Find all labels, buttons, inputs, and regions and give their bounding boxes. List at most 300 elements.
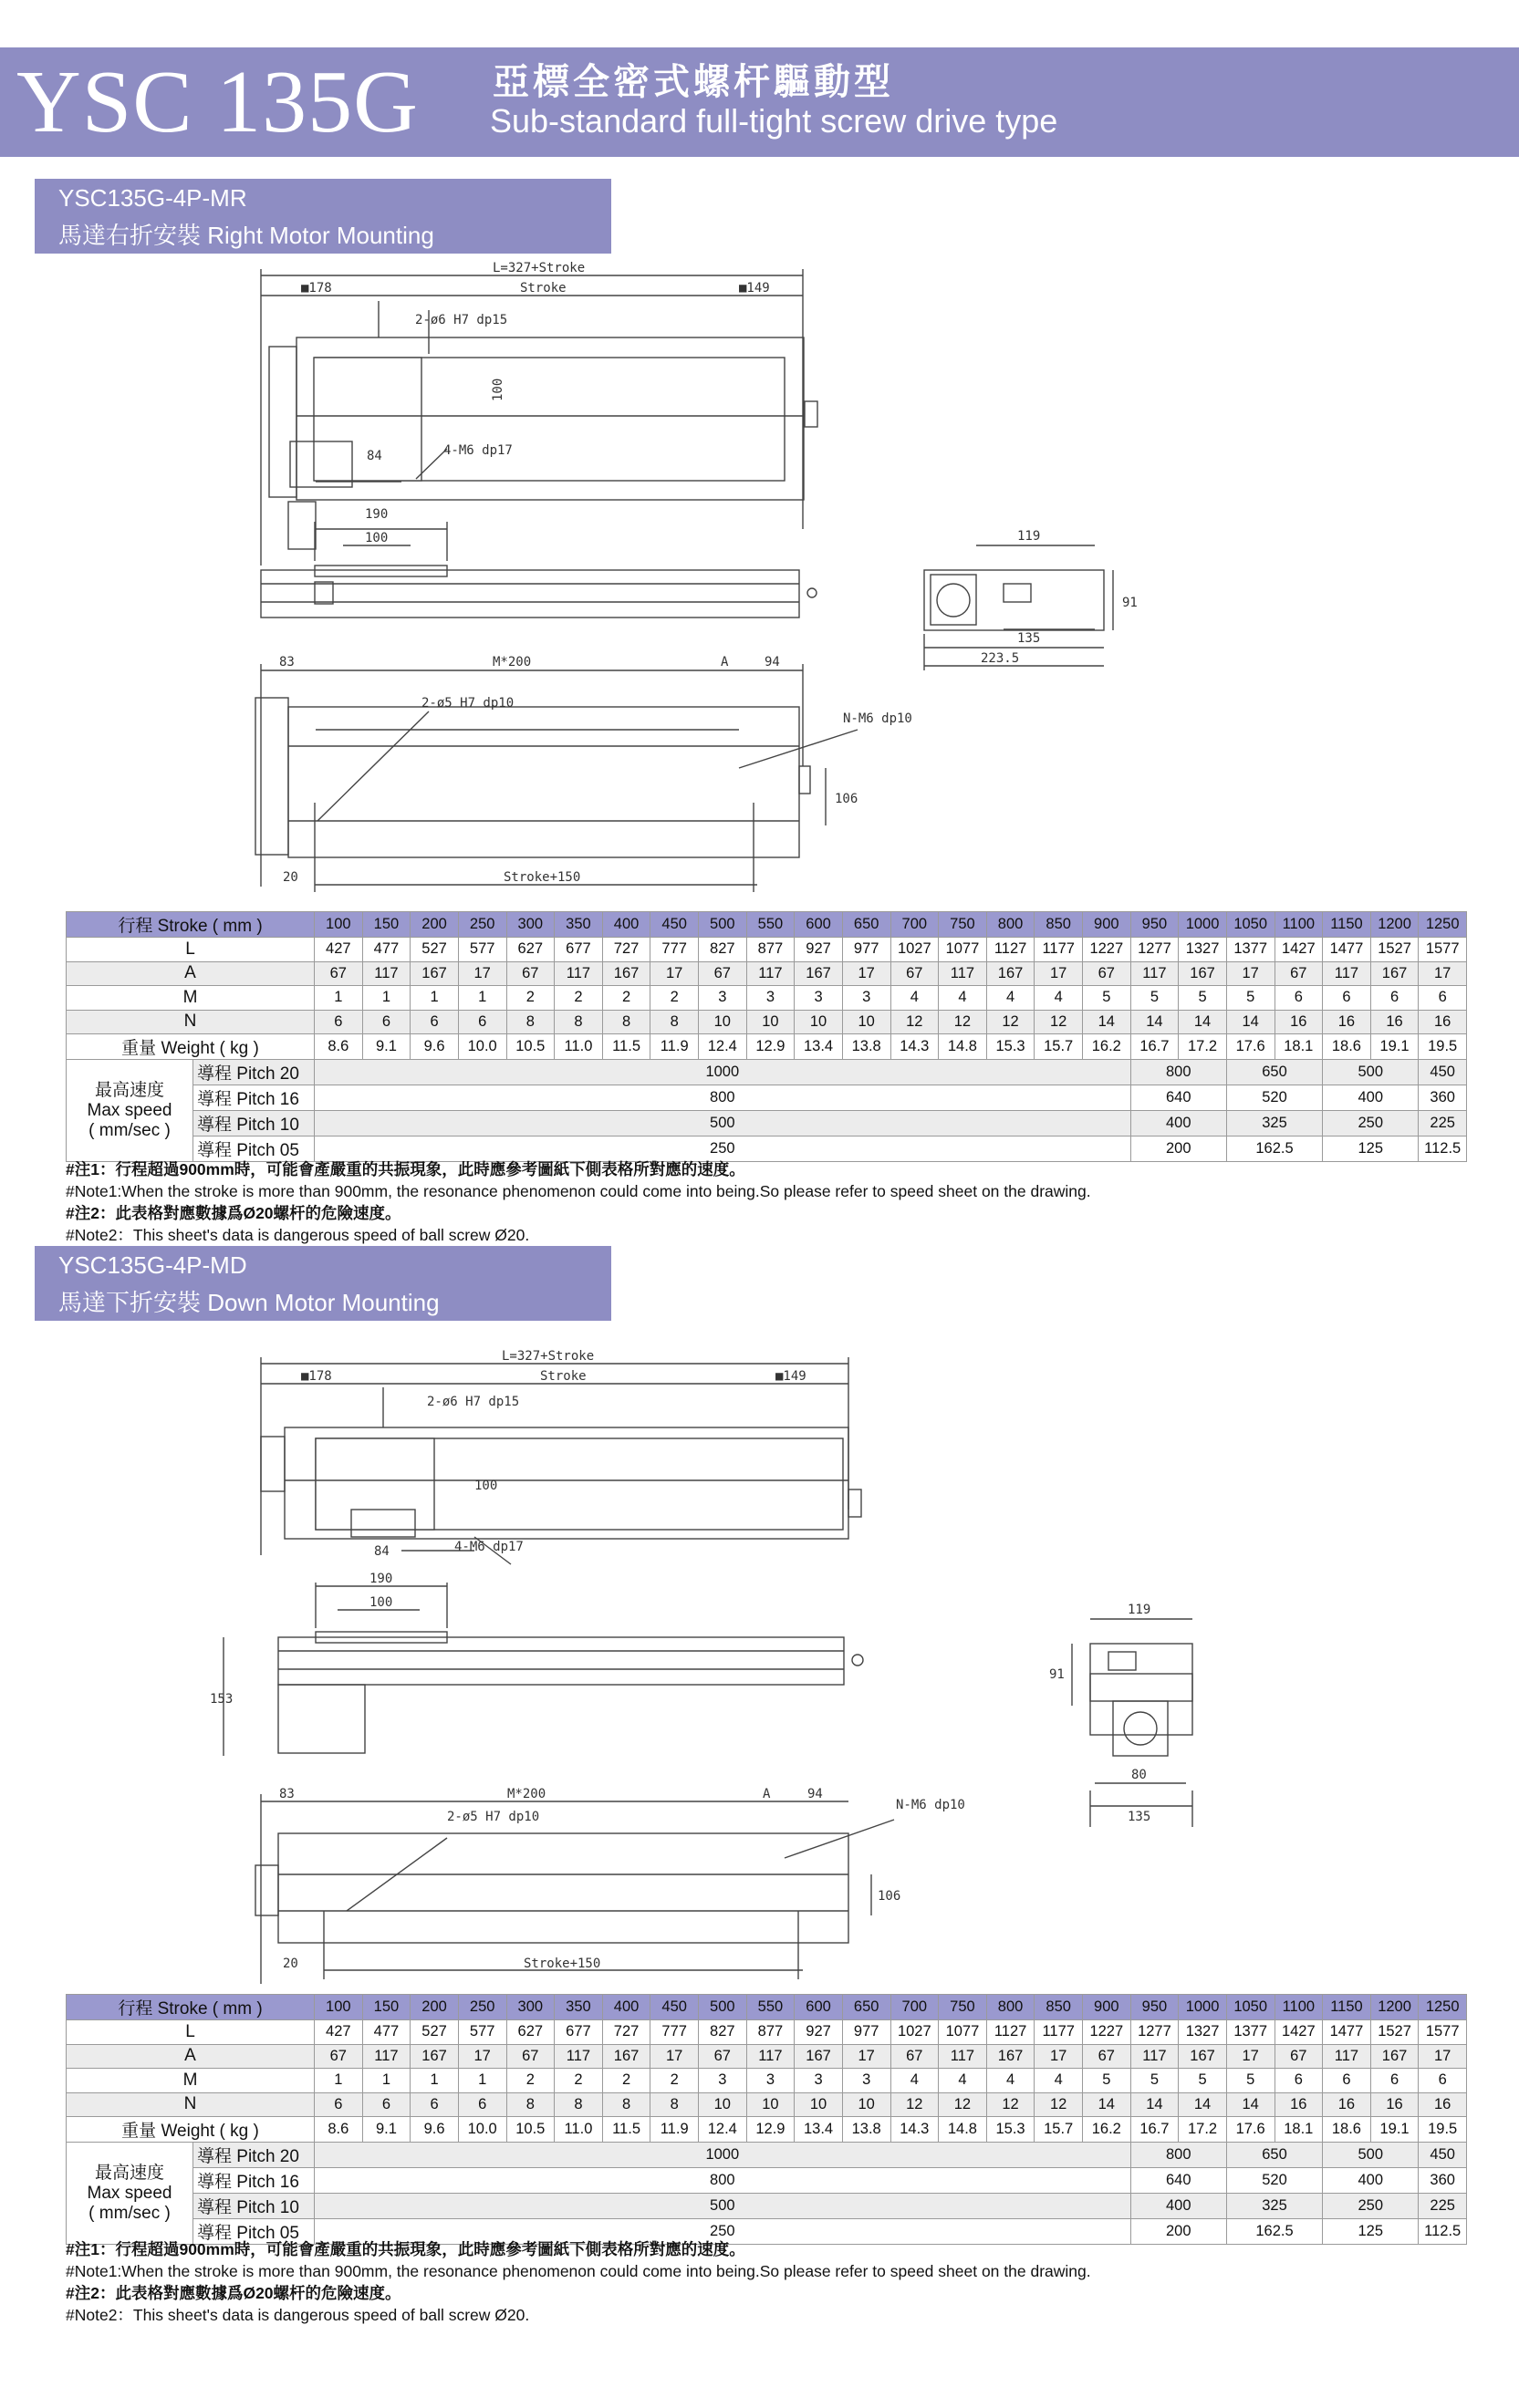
table-cell: 11.0 — [555, 1034, 603, 1060]
speed-row — [67, 2168, 1467, 2194]
table-cell: 117 — [555, 961, 603, 986]
bottom-right: 94 — [765, 655, 780, 669]
row-label: A — [67, 2044, 315, 2069]
stroke-cell: 550 — [746, 912, 795, 938]
table-cell: 17 — [842, 2044, 890, 2069]
speed-row — [67, 2194, 1467, 2219]
speed-cell: 520 — [1226, 2168, 1322, 2194]
table-cell: 167 — [1370, 961, 1419, 986]
stroke-cell: 700 — [890, 1995, 939, 2020]
dim-right: ■149 — [775, 1369, 806, 1384]
section-header-right-motor — [35, 179, 611, 254]
section-header-down-motor — [35, 1246, 611, 1321]
table-cell: 19.5 — [1419, 1034, 1467, 1060]
table-cell: 527 — [411, 2020, 459, 2045]
bottom-height: 106 — [835, 792, 858, 806]
table-cell: 14 — [1083, 2092, 1131, 2117]
spec-table-body — [67, 912, 1467, 1162]
table-cell: 5 — [1130, 2069, 1179, 2093]
table-cell: 12 — [890, 1010, 939, 1034]
table-cell: 1027 — [890, 938, 939, 962]
table-cell: 12 — [939, 2092, 987, 2117]
speed-cell: 125 — [1323, 2219, 1419, 2245]
table-cell: 1327 — [1179, 2020, 1227, 2045]
max-speed-line: ( mm/sec ) — [88, 1120, 171, 1140]
table-cell: 2 — [555, 2069, 603, 2093]
pitch-label: 導程 Pitch 10 — [193, 1111, 315, 1137]
table-cell: 5 — [1226, 986, 1275, 1011]
table-row — [67, 2117, 1467, 2143]
table-cell: 1177 — [1035, 938, 1083, 962]
table-cell: 4 — [890, 986, 939, 1011]
table-cell: 1577 — [1419, 938, 1467, 962]
table-cell: 12 — [986, 1010, 1035, 1034]
table-cell: 16.2 — [1083, 2117, 1131, 2143]
table-cell: 117 — [362, 2044, 411, 2069]
speed-cell: 400 — [1323, 2168, 1419, 2194]
table-cell: 16 — [1370, 2092, 1419, 2117]
table-cell: 13.4 — [795, 1034, 843, 1060]
table-cell: 12 — [890, 2092, 939, 2117]
table-cell: 2 — [602, 986, 650, 1011]
table-row — [67, 1034, 1467, 1060]
stroke-cell: 1250 — [1419, 912, 1467, 938]
table-cell: 19.1 — [1370, 1034, 1419, 1060]
table-cell: 15.7 — [1035, 1034, 1083, 1060]
table-cell: 6 — [1323, 2069, 1371, 2093]
table-cell: 1477 — [1323, 938, 1371, 962]
dim-pitch: 84 — [367, 449, 382, 463]
stroke-cell: 250 — [458, 1995, 506, 2020]
table-cell: 14.3 — [890, 2117, 939, 2143]
note-line: #Note1:When the stroke is more than 900mm, the resonance phenomenon could come into being.So please refer to speed sheet on the drawing. — [66, 1182, 1091, 1200]
table-cell: 1 — [315, 986, 363, 1011]
bottom-a: A — [721, 655, 729, 669]
table-cell: 8 — [650, 2092, 699, 2117]
end-overall: 223.5 — [981, 651, 1020, 666]
speed-cell: 800 — [315, 2168, 1131, 2194]
table-cell: 12.4 — [699, 1034, 747, 1060]
stroke-label: 行程 Stroke ( mm ) — [67, 1995, 315, 2020]
table-cell: 8 — [650, 1010, 699, 1034]
speed-cell: 360 — [1419, 1085, 1467, 1111]
stroke-cell: 350 — [555, 1995, 603, 2020]
table-cell: 13.8 — [842, 1034, 890, 1060]
table-cell: 117 — [746, 961, 795, 986]
stroke-cell: 1050 — [1226, 1995, 1275, 2020]
table-row — [67, 2069, 1467, 2093]
table-cell: 14.8 — [939, 2117, 987, 2143]
table-cell: 1377 — [1226, 938, 1275, 962]
row-label: M — [67, 986, 315, 1011]
table-cell: 727 — [602, 938, 650, 962]
table-cell: 4 — [939, 986, 987, 1011]
table-cell: 11.5 — [602, 2117, 650, 2143]
table-cell: 1227 — [1083, 2020, 1131, 2045]
table-cell: 117 — [555, 2044, 603, 2069]
table-cell: 10.5 — [506, 1034, 555, 1060]
table-cell: 12 — [986, 2092, 1035, 2117]
table-cell: 1077 — [939, 938, 987, 962]
stroke-cell: 750 — [939, 1995, 987, 2020]
table-cell: 67 — [890, 2044, 939, 2069]
table-cell: 3 — [699, 2069, 747, 2093]
speed-cell: 500 — [1323, 1060, 1419, 1085]
table-cell: 117 — [939, 2044, 987, 2069]
table-cell: 14 — [1226, 2092, 1275, 2117]
table-cell: 17.6 — [1226, 1034, 1275, 1060]
table-cell: 1 — [458, 986, 506, 1011]
table-cell: 10 — [699, 2092, 747, 2117]
table-cell: 6 — [1370, 986, 1419, 1011]
speed-cell: 500 — [1323, 2143, 1419, 2168]
speed-row — [67, 2143, 1467, 2168]
stroke-cell: 1050 — [1226, 912, 1275, 938]
hole-note: 2-ø6 H7 dp15 — [427, 1395, 520, 1409]
table-row — [67, 2020, 1467, 2045]
table-cell: 17 — [1226, 961, 1275, 986]
speed-cell: 450 — [1419, 2143, 1467, 2168]
dowel-note: 2-ø5 H7 dp10 — [421, 696, 515, 711]
table-cell: 67 — [506, 2044, 555, 2069]
end-height: 91 — [1049, 1667, 1065, 1682]
speed-cell: 500 — [315, 1111, 1131, 1137]
stroke-cell: 400 — [602, 1995, 650, 2020]
table-cell: 4 — [890, 2069, 939, 2093]
title-chinese: 亞標全密式螺杆驅動型 — [493, 62, 894, 102]
dim-right: ■149 — [739, 281, 770, 296]
table-cell: 14.3 — [890, 1034, 939, 1060]
stroke-cell: 400 — [602, 912, 650, 938]
table-cell: 17.2 — [1179, 2117, 1227, 2143]
table-cell: 977 — [842, 938, 890, 962]
table-cell: 67 — [699, 961, 747, 986]
table-cell: 6 — [411, 2092, 459, 2117]
table-cell: 14 — [1179, 1010, 1227, 1034]
notes-down-motor — [66, 2238, 1091, 2326]
table-cell: 12.9 — [746, 2117, 795, 2143]
table-cell: 877 — [746, 2020, 795, 2045]
stroke-cell: 800 — [986, 912, 1035, 938]
table-cell: 8.6 — [315, 2117, 363, 2143]
row-label: M — [67, 2069, 315, 2093]
stroke-cell: 450 — [650, 1995, 699, 2020]
hole-note: 2-ø6 H7 dp15 — [415, 313, 508, 327]
table-cell: 1177 — [1035, 2020, 1083, 2045]
section-label: 馬達下折安裝 Down Motor Mounting — [58, 1289, 440, 1316]
table-cell: 117 — [1323, 961, 1371, 986]
bottom-tap-note: N-M6 dp10 — [896, 1798, 965, 1812]
table-cell: 16 — [1323, 1010, 1371, 1034]
stroke-cell: 1150 — [1323, 912, 1371, 938]
bottom-pitch: M*200 — [493, 655, 532, 669]
max-speed-line: Max speed — [87, 1100, 172, 1120]
end-base: 135 — [1017, 631, 1041, 646]
table-cell: 3 — [699, 986, 747, 1011]
table-cell: 16 — [1275, 1010, 1323, 1034]
pitch-label: 導程 Pitch 16 — [193, 2168, 315, 2194]
speed-cell: 250 — [1323, 2194, 1419, 2219]
speed-cell: 162.5 — [1226, 2219, 1322, 2245]
dim-left: ■178 — [301, 281, 332, 296]
speed-cell: 1000 — [315, 2143, 1131, 2168]
stroke-cell: 850 — [1035, 1995, 1083, 2020]
table-cell: 16 — [1419, 1010, 1467, 1034]
speed-cell: 250 — [315, 1137, 1131, 1162]
table-cell: 577 — [458, 938, 506, 962]
table-row — [67, 986, 1467, 1011]
table-cell: 16 — [1370, 1010, 1419, 1034]
table-cell: 1127 — [986, 938, 1035, 962]
drawing-down-motor — [0, 1327, 1519, 1984]
stroke-cell: 150 — [362, 912, 411, 938]
table-cell: 3 — [842, 2069, 890, 2093]
table-cell: 6 — [1370, 2069, 1419, 2093]
table-cell: 67 — [315, 2044, 363, 2069]
max-speed-line: Max speed — [87, 2183, 172, 2203]
table-cell: 117 — [939, 961, 987, 986]
table-cell: 1427 — [1275, 938, 1323, 962]
speed-cell: 1000 — [315, 1060, 1131, 1085]
table-cell: 17 — [1035, 2044, 1083, 2069]
table-cell: 19.1 — [1370, 2117, 1419, 2143]
table-cell: 3 — [746, 986, 795, 1011]
table-cell: 8 — [555, 2092, 603, 2117]
speed-cell: 112.5 — [1419, 1137, 1467, 1162]
table-cell: 16 — [1275, 2092, 1323, 2117]
speed-cell: 500 — [315, 2194, 1131, 2219]
table-cell: 2 — [650, 2069, 699, 2093]
stroke-cell: 350 — [555, 912, 603, 938]
table-cell: 5 — [1083, 986, 1131, 1011]
table-cell: 67 — [506, 961, 555, 986]
table-cell: 977 — [842, 2020, 890, 2045]
speed-cell: 640 — [1130, 1085, 1226, 1111]
stroke-cell: 1250 — [1419, 1995, 1467, 2020]
speed-cell: 200 — [1130, 2219, 1226, 2245]
table-cell: 67 — [1083, 961, 1131, 986]
speed-cell: 225 — [1419, 1111, 1467, 1137]
stroke-cell: 1000 — [1179, 912, 1227, 938]
side-height: 153 — [210, 1692, 234, 1707]
table-cell: 10.0 — [458, 1034, 506, 1060]
stroke-cell: 700 — [890, 912, 939, 938]
section-code: YSC135G-4P-MR — [58, 184, 247, 212]
drawing-right-motor — [0, 255, 1519, 905]
table-cell: 4 — [986, 2069, 1035, 2093]
table-cell: 8 — [602, 2092, 650, 2117]
speed-cell: 400 — [1323, 1085, 1419, 1111]
table-cell: 777 — [650, 2020, 699, 2045]
stroke-cell: 1100 — [1275, 1995, 1323, 2020]
dim-stroke: Stroke — [540, 1369, 587, 1384]
table-cell: 5 — [1083, 2069, 1131, 2093]
table-cell: 13.8 — [842, 2117, 890, 2143]
table-cell: 827 — [699, 2020, 747, 2045]
speed-cell: 250 — [315, 2219, 1131, 2245]
stroke-cell: 800 — [986, 1995, 1035, 2020]
table-cell: 10 — [746, 1010, 795, 1034]
dim-outer: 190 — [365, 507, 389, 522]
table-cell: 1577 — [1419, 2020, 1467, 2045]
stroke-cell: 1200 — [1370, 912, 1419, 938]
table-cell: 1127 — [986, 2020, 1035, 2045]
stroke-cell: 100 — [315, 1995, 363, 2020]
speed-cell: 800 — [1130, 1060, 1226, 1085]
table-cell: 11.5 — [602, 1034, 650, 1060]
table-cell: 1 — [315, 2069, 363, 2093]
dim-inner: 100 — [365, 531, 389, 545]
row-label: L — [67, 2020, 315, 2045]
stroke-cell: 950 — [1130, 912, 1179, 938]
speed-cell: 800 — [1130, 2143, 1226, 2168]
table-cell: 9.6 — [411, 1034, 459, 1060]
table-cell: 627 — [506, 938, 555, 962]
table-cell: 14 — [1179, 2092, 1227, 2117]
bottom-offset: 20 — [283, 870, 298, 885]
note-line: #注1：行程超過900mm時，可能會產嚴重的共振現象，此時應參考圖紙下側表格所對應的速度。 — [66, 1160, 745, 1178]
title-english: Sub-standard full-tight screw drive type — [490, 102, 1058, 140]
table-cell: 17 — [1419, 961, 1467, 986]
stroke-cell: 200 — [411, 912, 459, 938]
tap-note: 4-M6 dp17 — [443, 443, 513, 458]
speed-cell: 450 — [1419, 1060, 1467, 1085]
table-cell: 777 — [650, 938, 699, 962]
dim-stroke: Stroke — [520, 281, 567, 296]
note-line: #Note2：This sheet's data is dangerous speed of ball screw Ø20. — [66, 1226, 530, 1244]
note-line: #注2：此表格對應數據爲Ø20螺杆的危險速度。 — [66, 2284, 401, 2302]
table-cell: 5 — [1130, 986, 1179, 1011]
table-cell: 9.1 — [362, 2117, 411, 2143]
table-cell: 17 — [458, 961, 506, 986]
speed-row — [67, 1060, 1467, 1085]
table-row — [67, 2092, 1467, 2117]
table-cell: 167 — [1179, 2044, 1227, 2069]
table-cell: 3 — [842, 986, 890, 1011]
row-label: A — [67, 961, 315, 986]
table-cell: 15.3 — [986, 2117, 1035, 2143]
row-label: 重量 Weight ( kg ) — [67, 1034, 315, 1060]
table-cell: 6 — [315, 2092, 363, 2117]
pitch-label: 導程 Pitch 20 — [193, 1060, 315, 1085]
stroke-cell: 1200 — [1370, 1995, 1419, 2020]
table-cell: 12.9 — [746, 1034, 795, 1060]
section-code: YSC135G-4P-MD — [58, 1251, 247, 1279]
dim-outer: 190 — [369, 1572, 393, 1586]
stroke-cell: 150 — [362, 1995, 411, 2020]
table-cell: 10 — [699, 1010, 747, 1034]
table-cell: 5 — [1179, 986, 1227, 1011]
pitch-label: 導程 Pitch 10 — [193, 2194, 315, 2219]
table-cell: 577 — [458, 2020, 506, 2045]
spec-table-right-motor — [66, 911, 1467, 1162]
table-cell: 4 — [939, 2069, 987, 2093]
table-cell: 6 — [362, 1010, 411, 1034]
stroke-cell: 900 — [1083, 912, 1131, 938]
tap-note: 4-M6 dp17 — [454, 1540, 524, 1554]
table-cell: 16 — [1419, 2092, 1467, 2117]
table-cell: 4 — [986, 986, 1035, 1011]
table-cell: 1 — [458, 2069, 506, 2093]
table-cell: 16.7 — [1130, 2117, 1179, 2143]
table-cell: 17 — [1226, 2044, 1275, 2069]
table-cell: 16 — [1323, 2092, 1371, 2117]
table-cell: 14 — [1083, 1010, 1131, 1034]
table-cell: 11.0 — [555, 2117, 603, 2143]
table-cell: 67 — [1275, 2044, 1323, 2069]
end-height: 91 — [1122, 596, 1138, 610]
table-cell: 677 — [555, 938, 603, 962]
dim-left: ■178 — [301, 1369, 332, 1384]
table-cell: 8 — [506, 1010, 555, 1034]
table-cell: 1027 — [890, 2020, 939, 2045]
dim-inner: 100 — [369, 1595, 393, 1610]
table-cell: 17 — [650, 961, 699, 986]
end-width: 119 — [1128, 1603, 1151, 1617]
table-cell: 6 — [1275, 2069, 1323, 2093]
stroke-cell: 250 — [458, 912, 506, 938]
table-cell: 4 — [1035, 2069, 1083, 2093]
speed-cell: 520 — [1226, 1085, 1322, 1111]
table-cell: 117 — [1130, 2044, 1179, 2069]
section-label: 馬達右折安裝 Right Motor Mounting — [58, 222, 434, 249]
speed-cell: 250 — [1323, 1111, 1419, 1137]
table-cell: 1477 — [1323, 2020, 1371, 2045]
table-cell: 1277 — [1130, 938, 1179, 962]
speed-row — [67, 1085, 1467, 1111]
table-cell: 16.7 — [1130, 1034, 1179, 1060]
table-cell: 1 — [411, 2069, 459, 2093]
row-label: N — [67, 2092, 315, 2117]
table-cell: 16.2 — [1083, 1034, 1131, 1060]
table-cell: 15.3 — [986, 1034, 1035, 1060]
table-cell: 11.9 — [650, 2117, 699, 2143]
row-label: L — [67, 938, 315, 962]
spec-table-down-motor — [66, 1994, 1467, 2245]
bottom-a: A — [763, 1787, 771, 1801]
table-cell: 4 — [1035, 986, 1083, 1011]
table-cell: 3 — [795, 2069, 843, 2093]
table-cell: 167 — [986, 961, 1035, 986]
stroke-cell: 900 — [1083, 1995, 1131, 2020]
stroke-cell: 1000 — [1179, 1995, 1227, 2020]
stroke-cell: 1100 — [1275, 912, 1323, 938]
table-cell: 67 — [1083, 2044, 1131, 2069]
table-cell: 1227 — [1083, 938, 1131, 962]
table-cell: 11.9 — [650, 1034, 699, 1060]
table-row — [67, 2044, 1467, 2069]
table-cell: 6 — [1419, 986, 1467, 1011]
table-cell: 1527 — [1370, 2020, 1419, 2045]
table-cell: 12 — [1035, 1010, 1083, 1034]
stroke-cell: 450 — [650, 912, 699, 938]
stroke-cell: 300 — [506, 912, 555, 938]
table-cell: 6 — [315, 1010, 363, 1034]
table-cell: 927 — [795, 2020, 843, 2045]
table-cell: 8 — [602, 1010, 650, 1034]
table-cell: 1 — [362, 986, 411, 1011]
stroke-cell: 100 — [315, 912, 363, 938]
speed-cell: 640 — [1130, 2168, 1226, 2194]
table-cell: 10 — [842, 1010, 890, 1034]
table-cell: 167 — [411, 2044, 459, 2069]
table-cell: 10 — [842, 2092, 890, 2117]
speed-cell: 400 — [1130, 1111, 1226, 1137]
dim-height: 100 — [474, 1479, 498, 1493]
speed-cell: 200 — [1130, 1137, 1226, 1162]
stroke-cell: 200 — [411, 1995, 459, 2020]
table-cell: 477 — [362, 938, 411, 962]
